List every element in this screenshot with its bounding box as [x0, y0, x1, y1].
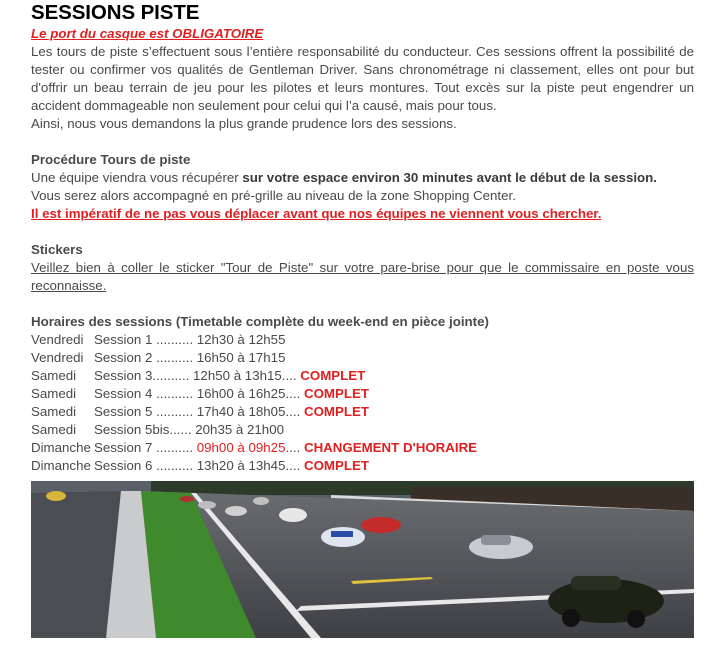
schedule-day: Dimanche [31, 458, 91, 473]
schedule-day: Dimanche [31, 440, 91, 455]
schedule-row [31, 403, 694, 421]
schedule-status: COMPLET [303, 386, 369, 401]
schedule-heading: Horaires des sessions (Timetable complète du week-end en pièce jointe) [31, 314, 489, 329]
schedule-row [31, 421, 694, 439]
page-title: SESSIONS PISTE [31, 1, 200, 24]
procedure-heading: Procédure Tours de piste [31, 152, 191, 167]
schedule-session: Session 1 .......... [94, 332, 194, 347]
procedure-line-2: Vous serez alors accompagné en pré-grille au niveau de la zone Shopping Center. [31, 188, 516, 203]
intro-paragraph: Les tours de piste s’effectuent sous l’entière responsabilité du conducteur. Ces sessions offrent la possibilité de tester ou confirmer vos qualités de Gentleman Driver. Sans chronométrage ni classement, elles ont pour but d'offrir un beau terrain de jeu pour les pilotes et leurs montures. Tout excès sur la piste peut engendrer un accident dommageable non seulement pour celui qui l’a causé, mais pour tous. [31, 44, 694, 113]
schedule-time: 17h40 à 18h05 [193, 404, 286, 419]
schedule-time: 12h30 à 12h55 [193, 332, 286, 347]
schedule-time: 20h35 à 21h00 [191, 422, 284, 437]
schedule-status: COMPLET [303, 404, 369, 419]
intro-closing: Ainsi, nous vous demandons la plus grande prudence lors des sessions. [31, 116, 457, 131]
track-photo [31, 481, 694, 638]
schedule-session: Session 3.......... [94, 368, 190, 383]
procedure-line-1-text: Une équipe viendra vous récupérer [31, 170, 243, 185]
schedule-list [31, 331, 694, 475]
schedule-day: Samedi [31, 386, 77, 401]
schedule-status: CHANGEMENT D'HORAIRE [303, 440, 478, 455]
schedule-row [31, 439, 694, 457]
schedule-session: Session 5 .......... [94, 404, 194, 419]
procedure-line-1 [31, 169, 694, 187]
procedure-warning: Il est impératif de ne pas vous déplacer avant que nos équipes ne viennent vous chercher. [31, 206, 602, 221]
procedure-line-1-emphasis: sur votre espace environ 30 minutes avant le début de la session. [242, 170, 657, 185]
stickers-text: Veillez bien à coller le sticker "Tour de Piste" sur votre pare-brise pour que le commissaire en poste vous reconnaisse. [31, 260, 694, 293]
document [31, 0, 694, 475]
schedule-dots: .... [285, 458, 304, 473]
schedule-time: 16h50 à 17h15 [193, 350, 286, 365]
schedule-time: 13h20 à 13h45 [193, 458, 286, 473]
schedule-dots: .... [285, 386, 304, 401]
schedule-session: Session 5bis...... [94, 422, 192, 437]
schedule-time: 09h00 à 09h25 [193, 440, 286, 455]
schedule-time: 12h50 à 13h15 [189, 368, 282, 383]
schedule-day: Samedi [31, 422, 77, 437]
schedule-day: Samedi [31, 368, 77, 383]
schedule-session: Session 2 .......... [94, 350, 194, 365]
track-photo-image [31, 481, 694, 638]
schedule-dots: .... [285, 440, 304, 455]
schedule-session: Session 6 .......... [94, 458, 194, 473]
schedule-row [31, 349, 694, 367]
schedule-row [31, 331, 694, 349]
stickers-heading: Stickers [31, 242, 83, 257]
schedule-session: Session 7 .......... [94, 440, 194, 455]
schedule-row [31, 385, 694, 403]
schedule-day: Vendredi [31, 350, 84, 365]
schedule-row [31, 457, 694, 475]
schedule-status: COMPLET [300, 368, 366, 383]
schedule-day: Vendredi [31, 332, 84, 347]
helmet-notice: Le port du casque est OBLIGATOIRE [31, 26, 264, 41]
schedule-time: 16h00 à 16h25 [193, 386, 286, 401]
schedule-session: Session 4 .......... [94, 386, 194, 401]
schedule-row [31, 367, 694, 385]
schedule-day: Samedi [31, 404, 77, 419]
schedule-status: COMPLET [303, 458, 369, 473]
schedule-dots: .... [285, 404, 304, 419]
schedule-dots: .... [281, 368, 301, 383]
